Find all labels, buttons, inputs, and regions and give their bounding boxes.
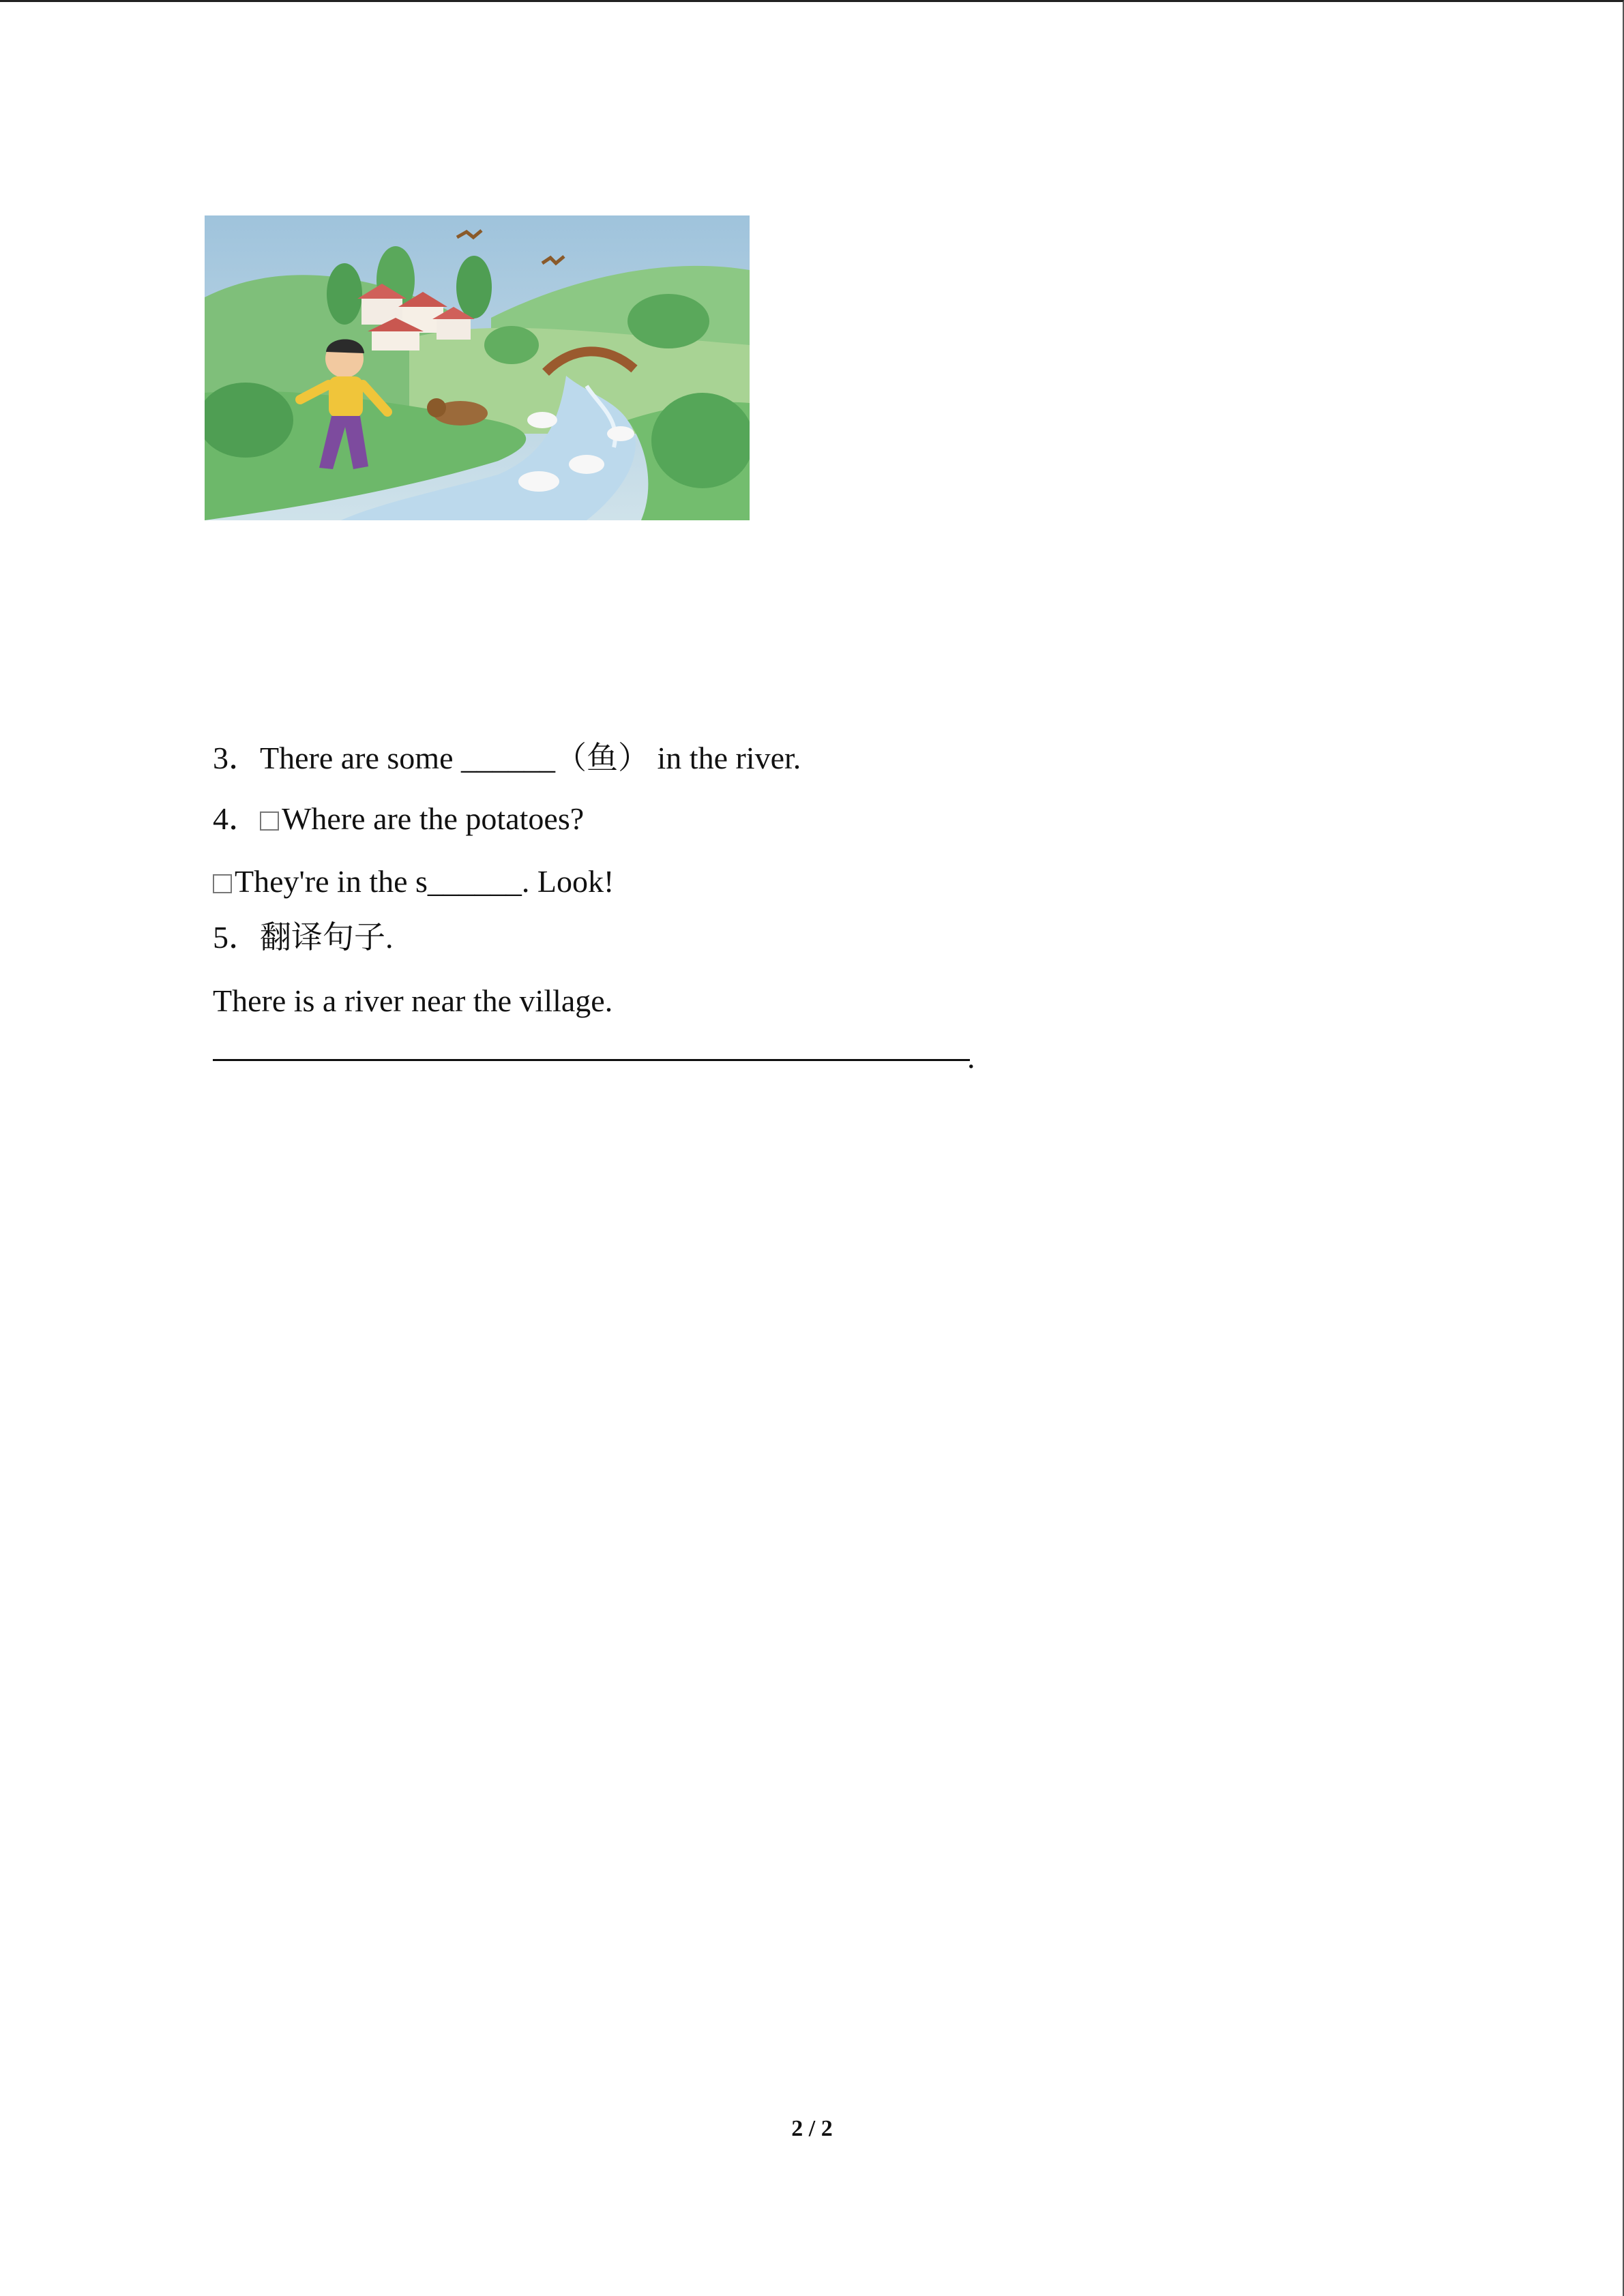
- question-4-number: 4．: [213, 801, 260, 836]
- question-4-line-2: [213, 863, 614, 901]
- speaker-box-icon: [260, 811, 279, 831]
- question-3-text-after: in the river.: [649, 741, 801, 775]
- question-5-instruction: 翻译句子.: [260, 920, 394, 955]
- question-5-answer-line[interactable]: [213, 1059, 970, 1061]
- question-4-line-2-after: . Look!: [521, 864, 615, 899]
- speaker-box-icon: [213, 874, 232, 893]
- question-3: [213, 739, 801, 777]
- question-4-line-1-text: Where are the potatoes?: [282, 801, 585, 836]
- question-5-sentence: There is a river near the village.: [213, 983, 613, 1018]
- question-4-line-2-before: They're in the s: [235, 864, 428, 899]
- question-5: [213, 919, 394, 957]
- page-number: 2 / 2: [791, 2116, 833, 2141]
- question-5-number: 5．: [213, 920, 260, 955]
- question-5-end-mark: .: [967, 1040, 975, 1075]
- question-4-line-1: [213, 800, 584, 838]
- question-3-hint: （鱼）: [555, 741, 650, 775]
- village-river-scene-illustration: [205, 215, 750, 520]
- question-3-blank[interactable]: ______: [461, 741, 556, 775]
- question-3-text-before: There are some: [260, 741, 462, 775]
- question-4-blank[interactable]: ______: [427, 864, 522, 899]
- question-3-number: 3．: [213, 741, 260, 775]
